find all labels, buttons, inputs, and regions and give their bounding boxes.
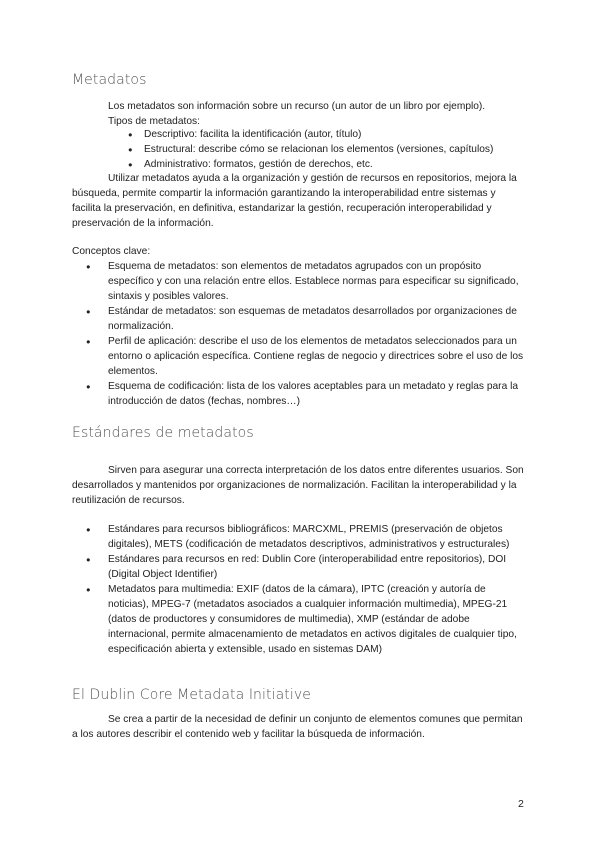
list-item: ● Estándares para recursos en red: Dublin Core (interoperabilidad entre repositorios), DOI (Digital Object Identifier) xyxy=(72,552,527,582)
list-item: ● Descriptivo: facilita la identificación (autor, título) xyxy=(108,127,528,142)
list-item: ● Perfil de aplicación: describe el uso de los elementos de metadatos seleccionados para un entorno o aplicación específica. Contiene reglas de negocio y directrices sobre el uso de los elementos. xyxy=(72,334,527,379)
estandares-paragraph: Sirven para asegurar una correcta interpretación de los datos entre diferentes usuarios. Son desarrollados y mantenidos por organizaciones de normalización. Facilitan la interoperabilidad y la reutilización de recursos. xyxy=(72,465,524,506)
list-item: ● Esquema de metadatos: son elementos de metadatos agrupados con un propósito específico y con una relación entre ellos. Establece normas para especificar su significado, sintaxis y posibles valores. xyxy=(72,259,527,304)
concepts-list xyxy=(72,259,527,409)
intro-line-1: Los metadatos son información sobre un recurso (un autor de un libro por ejemplo). xyxy=(108,101,486,112)
list-item: ● Estructural: describe cómo se relacionan los elementos (versiones, capítulos) xyxy=(108,142,528,157)
heading-estandares: Estándares de metadatos xyxy=(72,425,254,441)
metadatos-paragraph: Utilizar metadatos ayuda a la organización y gestión de recursos en repositorios, mejora la búsqueda, permite compartir la información garantizando la interoperabilidad entre sistemas y facilita la preservación, en definitiva, estandarizar la gestión, recuperación interoperabilidad y preservación de la información. xyxy=(72,173,517,229)
list-item: ● Estándar de metadatos: son esquemas de metadatos desarrollados por organizaciones de normalización. xyxy=(72,304,527,334)
heading-metadatos: Metadatos xyxy=(72,72,147,88)
metadata-types-list xyxy=(108,127,528,172)
concepts-heading: Conceptos clave: xyxy=(72,246,151,257)
page-number: 2 xyxy=(518,798,524,810)
list-item: ● Estándares para recursos bibliográficos: MARCXML, PREMIS (preservación de objetos digitales), METS (codificación de metadatos descriptivos, administrativos y estructurales) xyxy=(72,522,527,552)
list-item: ● Esquema de codificación: lista de los valores aceptables para un metadato y reglas para la introducción de datos (fechas, nombres…) xyxy=(72,379,527,409)
standards-list xyxy=(72,522,527,657)
heading-dublin-core: El Dublin Core Metadata Initiative xyxy=(72,687,311,703)
intro-line-2: Tipos de metadatos: xyxy=(108,116,200,127)
dublin-paragraph: Se crea a partir de la necesidad de definir un conjunto de elementos comunes que permitan a los autores describir el contenido web y facilitar la búsqueda de información. xyxy=(72,714,523,740)
list-item: ● Metadatos para multimedia: EXIF (datos de la cámara), IPTC (creación y autoría de noticias), MPEG-7 (metadatos asociados a cualquier información multimedia), MPEG-21 (datos de productores y consumidores de multimedia), XMP (estándar de adobe internacional, permite almacenamiento de metadatos en activos digitales de cualquier tipo, especificación abierta y extensible, usado en sistemas DAM) xyxy=(72,582,527,657)
list-item: ● Administrativo: formatos, gestión de derechos, etc. xyxy=(108,157,528,172)
